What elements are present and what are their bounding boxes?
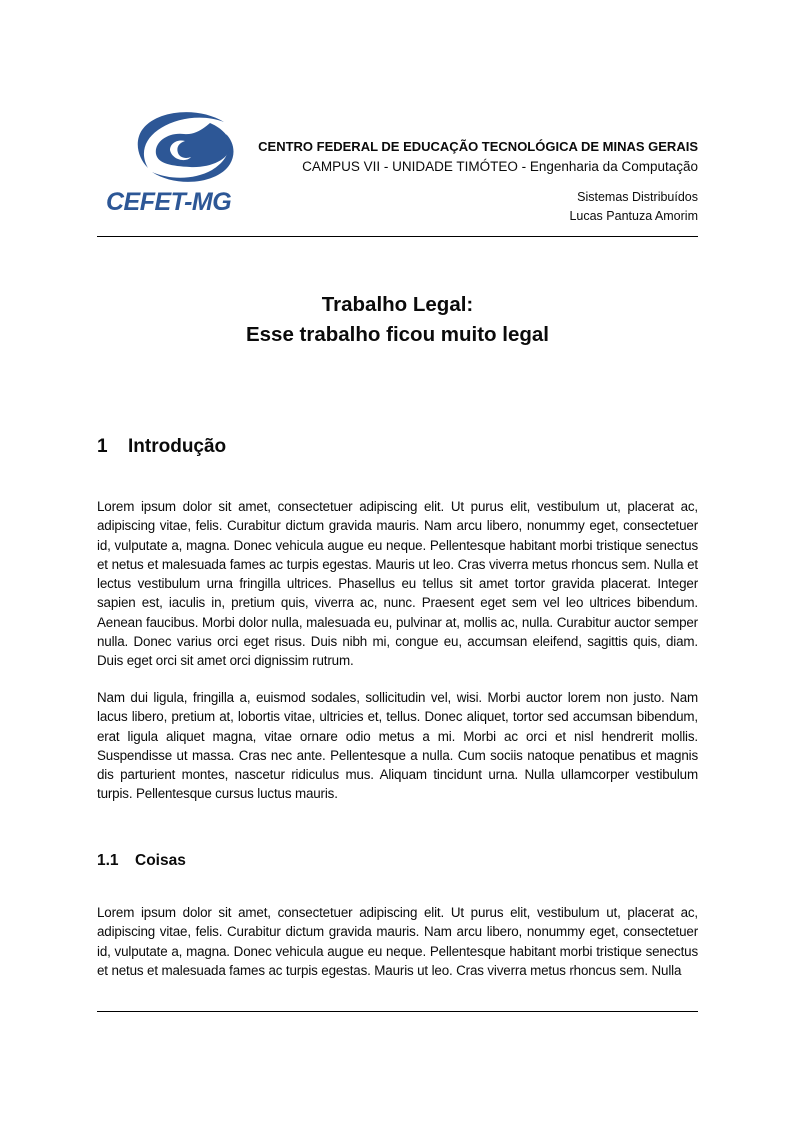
cefet-logo (106, 110, 246, 217)
section-label: Introdução (128, 436, 227, 457)
cefet-logo-wordmark: CEFET-MG (106, 188, 232, 216)
title-line-1: Trabalho Legal: (321, 293, 474, 316)
paragraph-1: Lorem ipsum dolor sit amet, consectetuer adipiscing elit. Ut purus elit, vestibulum ut, placerat ac, adipiscing vitae, felis. Curabitur dictum gravida mauris. Nam arcu libero, nonummy eget, consectetuer id, vulputate a, magna. Donec vehicula augue eu neque. Pellentesque habitant morbi tristique senectus et netus et malesuada fames ac turpis egestas. Mauris ut leo. Cras viverra metus rhoncus sem. Nulla et lectus vestibulum urna fringilla ultrices. Phasellus eu tellus sit amet tortor gravida placerat. Integer sapien est, iaculis in, pretium quis, viverra ac, nunc. Praesent eget sem vel leo ultrices bibendum. Aenean faucibus. Morbi dolor nulla, malesuada eu, pulvinar at, mollis ac, nulla. Curabitur auctor semper nulla. Donec varius orci eget risus. Duis nibh mi, congue eu, accumsan eleifend, sagittis quis, diam. Duis eget orci sit amet orci dignissim rutrum. (97, 499, 698, 669)
institution-name: CENTRO FEDERAL DE EDUCAÇÃO TECNOLÓGICA DE MINAS GERAIS (258, 139, 698, 154)
course-name: Sistemas Distribuídos (577, 190, 698, 204)
cefet-swirl-icon (132, 110, 238, 186)
section-heading-introducao (97, 434, 698, 460)
paragraph-2: Nam dui ligula, fringilla a, euismod sodales, sollicitudin vel, wisi. Morbi auctor lorem non justo. Nam lacus libero, pretium at, lobortis vitae, ultricies et, tellus. Donec aliquet, tortor sed accumsan bibendum, erat ligula aliquet magna, vitae ornare odio metus a mi. Morbi ac orci et nisl hendrerit mollis. Suspendisse ut massa. Cras nec ante. Pellentesque a nulla. Cum sociis natoque penatibus et magnis dis parturient montes, nascetur ridiculus mus. Aliquam tincidunt urna. Nulla ullamcorper vestibulum turpis. Pellentesque cursus luctus mauris. (97, 690, 698, 802)
author-name: Lucas Pantuza Amorim (569, 209, 698, 223)
campus-line: CAMPUS VII - UNIDADE TIMÓTEO - Engenharia da Computação (302, 159, 698, 174)
paragraph-3: Lorem ipsum dolor sit amet, consectetuer adipiscing elit. Ut purus elit, vestibulum ut, placerat ac, adipiscing vitae, felis. Curabitur dictum gravida mauris. Nam arcu libero, nonummy eget, consectetuer id, vulputate a, magna. Donec vehicula augue eu neque. Pellentesque habitant morbi tristique senectus et netus et malesuada fames ac turpis egestas. Mauris ut leo. Cras viverra metus rhoncus sem. Nulla (97, 905, 698, 978)
section-number: 1 (97, 436, 108, 457)
subsection-heading-coisas (97, 850, 698, 872)
document-title (97, 290, 698, 350)
subsection-label: Coisas (135, 852, 186, 869)
header-spacer (258, 177, 698, 188)
footer-rule (97, 1011, 698, 1012)
title-line-2: Esse trabalho ficou muito legal (245, 323, 549, 346)
header-text-block (258, 137, 698, 226)
header-rule (97, 236, 698, 237)
subsection-number: 1.1 (97, 852, 119, 869)
